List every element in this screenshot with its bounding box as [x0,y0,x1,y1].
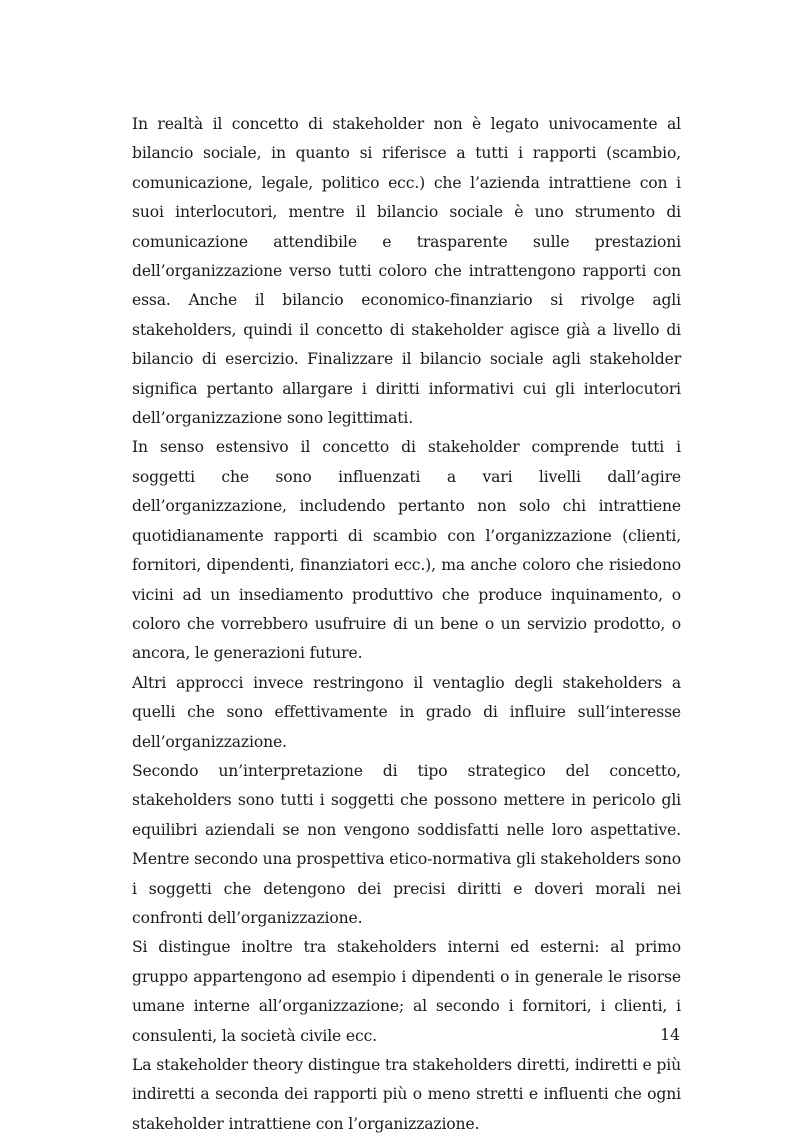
body-text [132,110,681,1139]
page-number: 14 [660,1026,680,1044]
paragraph-interni-esterni: Si distingue inoltre tra stakeholders interni ed esterni: al primo gruppo appartengono ad esempio i dipendenti o in generale le risorse umane interne all’organizzazione; al secondo i fornitori, i clienti, i consulenti, la società civile ecc. [132,938,681,1045]
paragraph-stakeholder-theory: La stakeholder theory distingue tra stakeholders diretti, indiretti e più indiretti a seconda dei rapporti più o meno stretti e influenti che ogni stakeholder intrattiene con l’organizzazione. [132,1056,681,1133]
paragraph-interpretazione-strategica: Secondo un’interpretazione di tipo strategico del concetto, stakeholders sono tutti i soggetti che possono mettere in pericolo gli equilibri aziendali se non vengono soddisfatti nelle loro aspettative. Mentre secondo una prospettiva etico-normativa gli stakeholders sono i soggetti che detengono dei precisi diritti e doveri morali nei confronti dell’organizzazione. [132,761,681,927]
paragraph-senso-estensivo: In senso estensivo il concetto di stakeholder comprende tutti i soggetti che sono influenzati a vari livelli dall’agire dell’organizzazione, includendo pertanto non solo chi intrattiene quotidianamente rapporti di scambio con l’organizzazione (clienti, fornitori, dipendenti, finanziatori ecc.), ma anche coloro che risiedono vicini ad un insediamento produttivo che produce inquinamento, o coloro che vorrebbero usufruire di un bene o un servizio prodotto, o ancora, le generazioni future. [132,438,681,663]
paragraph-stakeholder-bilancio: In realtà il concetto di stakeholder non è legato univocamente al bilancio sociale, in quanto si riferisce a tutti i rapporti (scambio, comunicazione, legale, politico ecc.) che l’azienda intrattiene con i suoi interlocutori, mentre il bilancio sociale è uno strumento di comunicazione attendibile e trasparente sulle prestazioni dell’organizzazione verso tutti coloro che intrattengono rapporti con essa. Anche il bilancio economico-finanziario si rivolge agli stakeholders, quindi il concetto di stakeholder agisce già a livello di bilancio di esercizio. Finalizzare il bilancio sociale agli stakeholder significa pertanto allargare i diritti informativi cui gli interlocutori dell’organizzazione sono legittimati. [132,115,681,428]
paragraph-altri-approcci: Altri approcci invece restringono il ventaglio degli stakeholders a quelli che sono effettivamente in grado di influire sull’interesse dell’organizzazione. [132,673,681,751]
